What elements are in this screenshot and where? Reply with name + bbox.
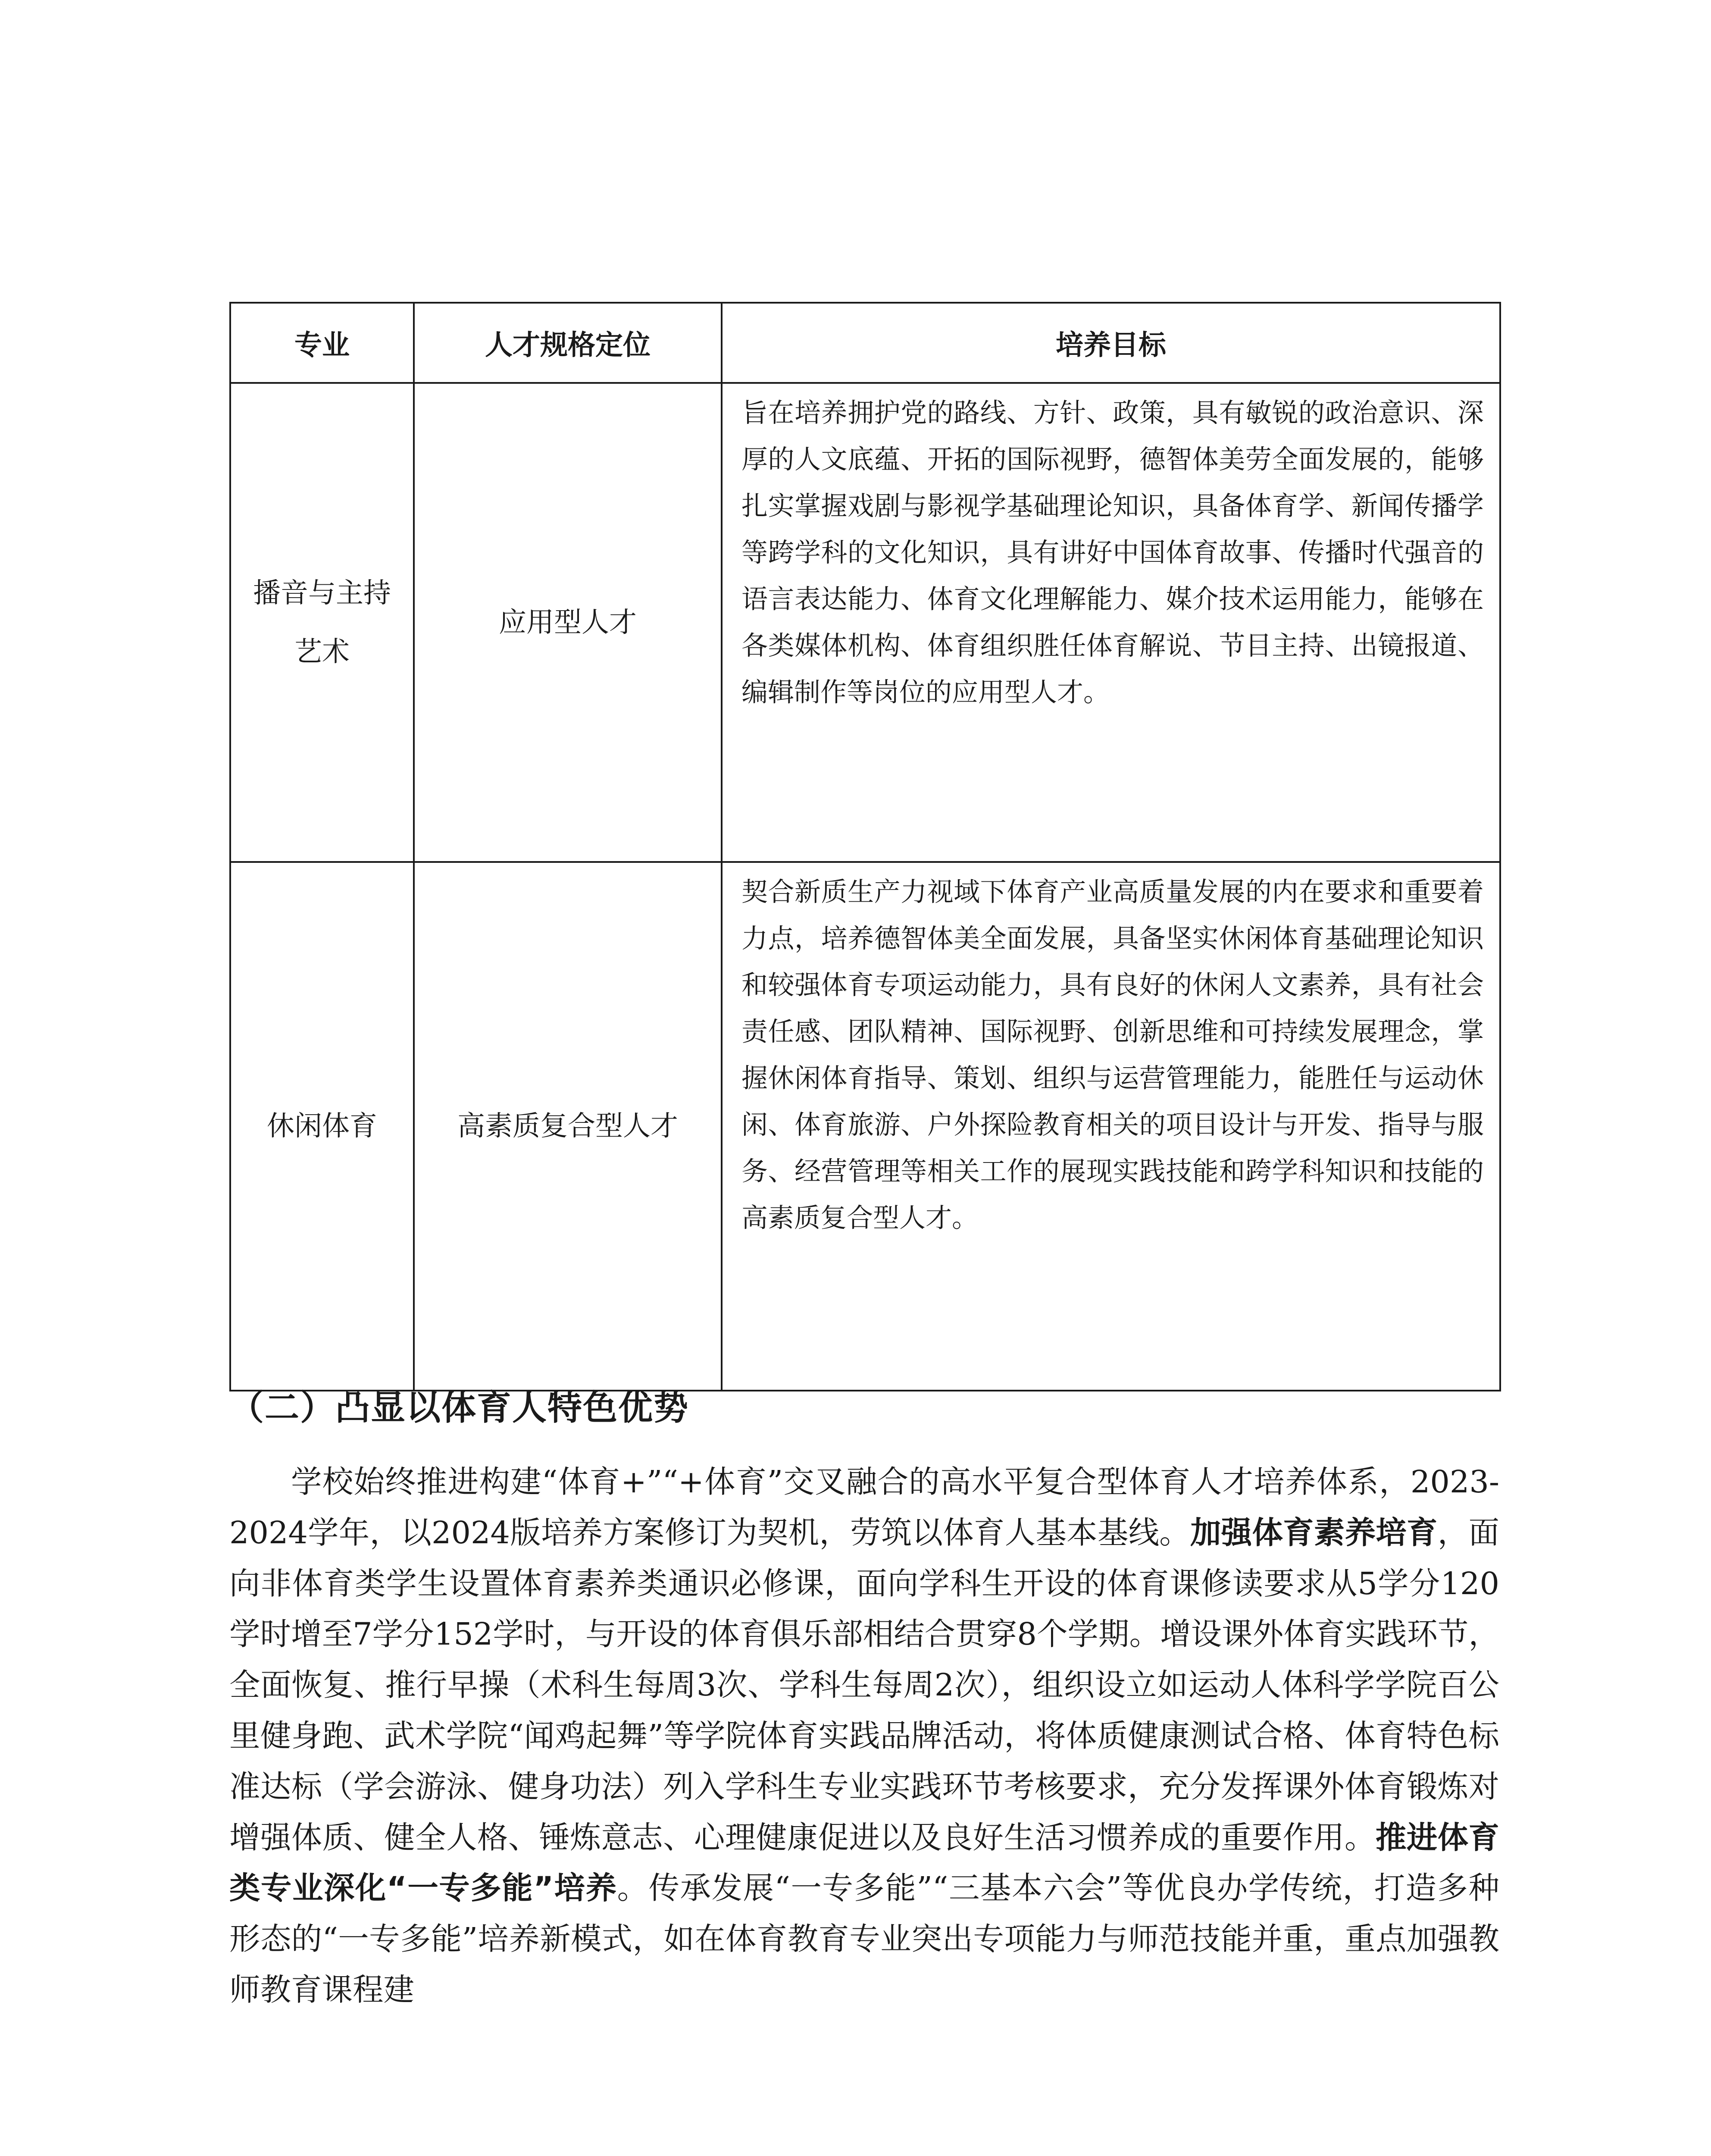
major-cell: 休闲体育 [230,862,414,1391]
header-positioning: 人才规格定位 [414,303,722,383]
header-goal: 培养目标 [722,303,1500,383]
header-major: 专业 [230,303,414,383]
body-paragraph [229,1457,1499,2015]
positioning-cell: 高素质复合型人才 [414,862,722,1391]
major-cell: 播音与主持艺术 [230,383,414,862]
table-row [230,862,1500,1391]
paragraph-text: 学校始终推进构建“体育+”“+体育”交叉融合的高水平复合型体育人才培养体系，2023-2024学年，以2024版培养方案修订为契机，劳筑以体育人基本基线。 [229,1464,1499,1551]
section-heading: （二）凸显以体育人特色优势 [229,1388,689,1428]
paragraph-text: 。传承发展“一专多能”“三基本六会”等优良办学传统，打造多种形态的“一专多能”培养新模式，如在体育教育专业突出专项能力与师范技能并重，重点加强教师教育课程建 [229,1870,1500,2008]
bold-phrase: 推进体育类专业深化“一专多能”培养 [229,1819,1499,1906]
table-row [230,383,1500,862]
bold-phrase: 加强体育素养培育 [1190,1514,1438,1551]
goal-cell: 契合新质生产力视域下体育产业高质量发展的内在要求和重要着力点，培养德智体美全面发展，具备坚实休闲体育基础理论知识和较强体育专项运动能力，具有良好的休闲人文素养，具有社会责任感、团队精神、国际视野、创新思维和可持续发展理念，掌握休闲体育指导、策划、组织与运营管理能力，能胜任与运动休闲、体育旅游、户外探险教育相关的项目设计与开发、指导与服务、经营管理等相关工作的展现实践技能和跨学科知识和技能的高素质复合型人才。 [722,862,1500,1391]
goal-cell: 旨在培养拥护党的路线、方针、政策，具有敏锐的政治意识、深厚的人文底蕴、开拓的国际视野，德智体美劳全面发展的，能够扎实掌握戏剧与影视学基础理论知识，具备体育学、新闻传播学等跨学科的文化知识，具有讲好中国体育故事、传播时代强音的语言表达能力、体育文化理解能力、媒介技术运用能力，能够在各类媒体机构、体育组织胜任体育解说、节目主持、出镜报道、编辑制作等岗位的应用型人才。 [722,383,1500,862]
talent-specification-table [229,302,1501,1391]
table-header-row [230,303,1500,383]
paragraph-text: ，面向非体育类学生设置体育素养类通识必修课，面向学科生开设的体育课修读要求从5学分120学时增至7学分152学时，与开设的体育俱乐部相结合贯穿8个学期。增设课外体育实践环节，全面恢复、推行早操（术科生每周3次、学科生每周2次），组织设立如运动人体科学学院百公里健身跑、武术学院“闻鸡起舞”等学院体育实践品牌活动，将体质健康测试合格、体育特色标准达标（学会游泳、健身功法）列入学科生专业实践环节考核要求，充分发挥课外体育锻炼对增强体质、健全人格、锤炼意志、心理健康促进以及良好生活习惯养成的重要作用。 [229,1514,1499,1855]
positioning-cell: 应用型人才 [414,383,722,862]
